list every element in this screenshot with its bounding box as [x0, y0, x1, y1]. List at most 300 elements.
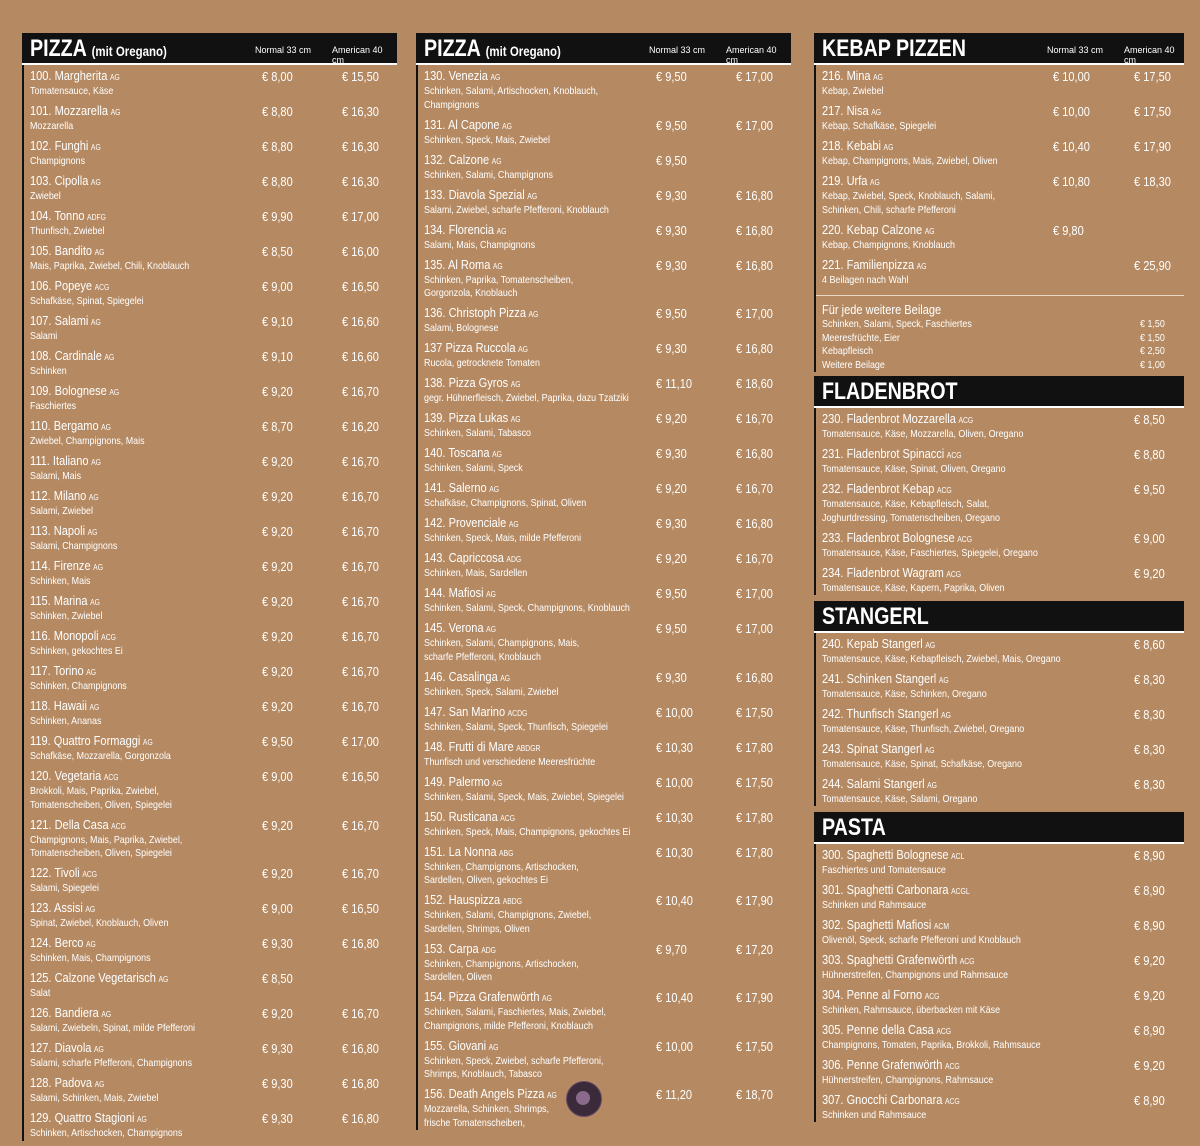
- price-american: € 8,90: [1134, 1092, 1165, 1108]
- price-american: € 16,70: [342, 699, 379, 714]
- item-description: Salami, Mais, Champignons: [424, 238, 536, 251]
- price-header-american: American 40 cm: [332, 45, 383, 65]
- price-normal: € 9,20: [656, 481, 687, 496]
- price-american: € 8,30: [1134, 706, 1165, 722]
- item-description: Tomatensauce, Käse, Kebapfleisch, Salat,: [822, 498, 990, 510]
- allergen-code: AG: [941, 710, 951, 720]
- price-header-american: American 40 cm: [1124, 45, 1175, 65]
- price-american: € 16,80: [342, 1111, 379, 1126]
- price-normal: € 9,30: [262, 1076, 293, 1091]
- item-name-text: 133. Diavola Spezial: [424, 186, 525, 202]
- section-title: STANGERL: [822, 602, 929, 630]
- menu-item: [24, 699, 397, 729]
- item-name: [30, 594, 342, 610]
- item-description: Kebap, Schafkäse, Spiegelei: [822, 120, 937, 132]
- price-normal: € 8,00: [262, 69, 293, 84]
- item-description: Hühnerstreifen, Champignons, Rahmsauce: [822, 1073, 994, 1086]
- menu-item: [24, 69, 397, 99]
- item-description: Kebap, Zwiebel, Speck, Knoblauch, Salami,: [822, 190, 996, 202]
- menu-item: [418, 670, 791, 700]
- price-normal: € 9,20: [262, 1006, 293, 1021]
- menu-item: [418, 188, 791, 218]
- item-description: Salami, Zwiebel: [30, 505, 94, 517]
- item-name-text: 116. Monopoli: [30, 628, 99, 643]
- price-american: € 17,00: [736, 117, 773, 133]
- allergen-code: AG: [492, 450, 502, 459]
- allergen-code: ACG: [82, 870, 98, 879]
- price-normal: € 9,20: [656, 551, 687, 566]
- item-name: [30, 314, 342, 330]
- item-name: [424, 551, 736, 567]
- item-name-text: 219. Urfa: [822, 173, 868, 188]
- price-american: € 16,70: [342, 524, 379, 539]
- menu-item: [418, 942, 791, 985]
- item-name-text: 301. Spaghetti Carbonara: [822, 881, 949, 897]
- item-name-text: 141. Salerno: [424, 480, 487, 495]
- item-name: [424, 481, 736, 497]
- price-normal: € 9,00: [262, 901, 293, 916]
- extra-topping-label: Weitere Beilage: [822, 358, 885, 371]
- item-name: [30, 734, 342, 750]
- item-description: Spinat, Zwiebel, Knoblauch, Oliven: [30, 917, 169, 929]
- item-name: [30, 1076, 342, 1092]
- item-name: [30, 818, 342, 834]
- item-description: Schinken, gekochtes Ei: [30, 645, 123, 657]
- item-description: Faschiertes und Tomatensauce: [822, 863, 946, 876]
- item-name-text: 104. Tonno: [30, 208, 85, 223]
- item-name-text: 306. Penne Grafenwörth: [822, 1056, 943, 1072]
- allergen-code: AG: [916, 261, 927, 271]
- item-name-text: 153. Carpa: [424, 940, 479, 956]
- price-normal: € 9,10: [262, 314, 293, 329]
- price-normal: € 9,20: [262, 384, 293, 399]
- menu-item: [24, 594, 397, 624]
- item-description: Sardellen, Shrimps, Oliven: [424, 922, 530, 935]
- price-american: € 16,70: [342, 454, 379, 469]
- item-description: Champignons: [424, 98, 480, 111]
- menu-item: [24, 524, 397, 554]
- price-normal: € 9,00: [262, 279, 293, 294]
- item-name: [424, 670, 736, 686]
- item-description: Salami, Zwiebeln, Spinat, milde Pfefferoni: [30, 1022, 196, 1034]
- section-title: [30, 35, 167, 63]
- menu-column-1: [22, 33, 397, 1146]
- item-list: [814, 65, 1184, 372]
- price-normal: € 9,20: [262, 699, 293, 714]
- price-normal: € 11,10: [656, 376, 693, 391]
- item-name-text: 103. Cipolla: [30, 173, 89, 188]
- item-name-text: 302. Spaghetti Mafiosi: [822, 916, 932, 932]
- item-name: [424, 516, 736, 532]
- item-description: Schinken, Salami, Speck, Thunfisch, Spiegelei: [424, 720, 608, 733]
- price-american: € 17,00: [736, 586, 773, 601]
- price-normal: € 10,00: [656, 774, 693, 790]
- section-header: [814, 33, 1184, 65]
- item-description: Schinken, Salami, Speck: [424, 462, 523, 474]
- price-american: € 8,60: [1134, 636, 1165, 652]
- price-american: € 16,70: [342, 629, 379, 644]
- allergen-code: AG: [93, 1045, 104, 1054]
- menu-item: [24, 936, 397, 966]
- allergen-code: AG: [510, 415, 521, 424]
- menu-item: [418, 223, 791, 253]
- allergen-code: AG: [101, 423, 111, 432]
- allergen-code: AG: [486, 625, 496, 634]
- allergen-code: ACG: [946, 569, 962, 579]
- price-normal: € 11,20: [656, 1087, 693, 1102]
- price-normal: € 9,30: [656, 669, 687, 685]
- item-name: [424, 341, 736, 357]
- price-american: € 16,80: [736, 446, 773, 461]
- item-description: Schinken, Speck, Salami, Zwiebel: [424, 685, 559, 698]
- item-description: Salami, Bolognese: [424, 322, 499, 334]
- item-name: [30, 419, 342, 435]
- item-name: [822, 988, 1130, 1004]
- item-name-text: 148. Frutti di Mare: [424, 738, 514, 754]
- item-description: frische Tomatenscheiben,: [424, 1116, 526, 1129]
- item-name: [822, 953, 1130, 969]
- price-american: € 8,80: [1134, 447, 1165, 462]
- menu-column-3: [814, 33, 1184, 1128]
- price-american: € 16,60: [342, 349, 379, 364]
- price-normal: € 9,20: [262, 594, 293, 609]
- item-name: [30, 901, 342, 917]
- menu-item: [816, 223, 1184, 253]
- allergen-code: ACG: [946, 451, 962, 460]
- item-description: Hühnerstreifen, Champignons und Rahmsauce: [822, 968, 1009, 981]
- item-name: [424, 446, 736, 462]
- price-american: € 17,00: [736, 69, 773, 84]
- allergen-code: AG: [927, 780, 937, 790]
- menu-item: [418, 481, 791, 511]
- item-description: Schinken, Salami, Speck, Mais, Zwiebel, Spiegelei: [424, 790, 624, 803]
- item-description: Tomatensauce, Käse, Faschiertes, Spiegelei, Oregano: [822, 546, 1038, 559]
- item-description: Schafkäse, Mozzarella, Gorgonzola: [30, 750, 171, 762]
- item-name: [424, 621, 736, 637]
- item-name: [822, 1023, 1130, 1039]
- section-header: [814, 812, 1184, 844]
- item-description: Schinken, Mais, Champignons: [30, 952, 151, 964]
- menu-item: [816, 918, 1184, 948]
- price-header-american: American 40 cm: [726, 45, 777, 65]
- menu-item: [816, 777, 1184, 807]
- menu-item: [816, 69, 1184, 99]
- allergen-code: AG: [88, 493, 99, 502]
- allergen-code: AG: [486, 590, 496, 599]
- allergen-code: ACG: [103, 773, 119, 782]
- item-name: [822, 742, 1130, 758]
- item-description: Schinken und Rahmsauce: [822, 1108, 927, 1121]
- price-normal: € 9,20: [262, 664, 293, 679]
- menu-item: [418, 306, 791, 336]
- price-american: € 18,30: [1134, 174, 1171, 189]
- menu-item: [24, 1076, 397, 1106]
- price-normal: € 9,50: [656, 69, 687, 84]
- item-name-text: 230. Fladenbrot Mozzarella: [822, 411, 956, 426]
- item-description: Salami: [30, 330, 58, 342]
- item-description: Tomatensauce, Käse, Kebapfleisch, Zwiebel, Mais, Oregano: [822, 652, 1061, 665]
- price-american: € 17,50: [736, 1038, 773, 1054]
- menu-item: [418, 990, 791, 1033]
- price-american: € 16,30: [342, 174, 379, 189]
- price-american: € 17,50: [1134, 104, 1171, 119]
- item-description: Kebap, Champignons, Mais, Zwiebel, Oliven: [822, 155, 998, 167]
- menu-item: [24, 559, 397, 589]
- item-description: Schinken, Zwiebel: [30, 610, 103, 622]
- price-normal: € 10,30: [656, 739, 693, 755]
- allergen-code: AG: [87, 528, 98, 537]
- item-name-text: 146. Casalinga: [424, 668, 498, 684]
- item-description: Mais, Paprika, Zwiebel, Chili, Knoblauch: [30, 260, 190, 272]
- price-american: € 17,80: [736, 844, 773, 860]
- allergen-code: AG: [90, 318, 101, 327]
- item-description: Shrimps, Knoblauch, Tabasco: [424, 1068, 542, 1080]
- menu-item: [816, 848, 1184, 878]
- extra-topping-row: [822, 318, 1184, 332]
- item-description: Gorgonzola, Knoblauch: [424, 287, 518, 299]
- price-american: € 18,60: [736, 376, 773, 391]
- price-american: € 15,50: [342, 69, 379, 84]
- price-american: € 16,70: [342, 866, 379, 881]
- price-normal: € 8,80: [262, 174, 293, 189]
- price-american: € 16,80: [736, 222, 773, 238]
- allergen-code: ABDG: [502, 897, 523, 906]
- item-description: Salami, scharfe Pfefferoni, Champignons: [30, 1057, 193, 1069]
- price-american: € 16,80: [342, 1076, 379, 1091]
- menu-item: [418, 69, 791, 112]
- item-name: [30, 699, 342, 715]
- item-name-text: 145. Verona: [424, 620, 484, 635]
- price-normal: € 10,30: [656, 809, 693, 825]
- item-name-text: 150. Rusticana: [424, 808, 498, 824]
- allergen-code: AG: [136, 1115, 147, 1124]
- item-name: [424, 411, 736, 427]
- item-name-text: 107. Salami: [30, 313, 89, 328]
- menu-item: [816, 1023, 1184, 1053]
- price-normal: € 8,50: [262, 971, 293, 986]
- price-normal: € 9,10: [262, 349, 293, 364]
- item-name-text: 125. Calzone Vegetarisch: [30, 970, 156, 985]
- item-name: [30, 174, 342, 190]
- item-name-text: 303. Spaghetti Grafenwörth: [822, 951, 958, 967]
- allergen-code: AG: [85, 905, 96, 914]
- item-name-text: 129. Quattro Stagioni: [30, 1110, 135, 1125]
- item-name: [30, 866, 342, 882]
- item-description: Schafkäse, Champignons, Spinat, Oliven: [424, 497, 587, 509]
- allergen-code: ABDGR: [516, 743, 541, 753]
- price-normal: € 9,50: [656, 306, 687, 321]
- section-title-text: KEBAP PIZZEN: [822, 35, 966, 62]
- price-normal: € 9,20: [262, 629, 293, 644]
- section-title: FLADENBROT: [822, 378, 958, 405]
- menu-item: [24, 818, 397, 861]
- item-description: Schafkäse, Spinat, Spiegelei: [30, 295, 144, 307]
- item-name-text: 241. Schinken Stangerl: [822, 670, 937, 686]
- price-american: € 17,20: [736, 941, 773, 957]
- item-description: Schinken, Artischocken, Champignons: [30, 1127, 183, 1139]
- allergen-code: AG: [873, 73, 883, 82]
- item-name-text: 112. Milano: [30, 488, 87, 503]
- item-name: [822, 531, 1130, 547]
- menu-item: [418, 446, 791, 476]
- item-name-text: 100. Margherita: [30, 68, 108, 83]
- item-name-text: 142. Provenciale: [424, 515, 507, 530]
- price-header-normal: Normal 33 cm: [1047, 45, 1104, 55]
- item-name-text: 139. Pizza Lukas: [424, 410, 509, 425]
- allergen-code: AG: [93, 563, 103, 572]
- item-description: Schinken: [30, 365, 67, 377]
- price-normal: € 9,30: [656, 222, 687, 238]
- item-description: Faschiertes: [30, 400, 77, 412]
- menu-item: [418, 411, 791, 441]
- item-description: Sardellen, Oliven, gekochtes Ei: [424, 874, 549, 886]
- item-name-text: 151. La Nonna: [424, 843, 497, 859]
- price-american: € 16,50: [342, 901, 379, 916]
- price-american: € 16,70: [342, 1006, 379, 1021]
- price-normal: € 9,20: [262, 489, 293, 504]
- item-description: Olivenöl, Speck, scharfe Pfefferoni und Knoblauch: [822, 933, 1021, 946]
- allergen-code: AG: [89, 703, 100, 712]
- item-name-text: 156. Death Angels Pizza: [424, 1086, 545, 1101]
- menu-item: [816, 742, 1184, 772]
- item-description: Rucola, getrocknete Tomaten: [424, 357, 540, 369]
- item-name: [30, 454, 342, 470]
- price-normal: € 10,40: [656, 893, 693, 908]
- price-american: € 9,00: [1134, 530, 1165, 546]
- price-normal: € 9,30: [262, 1041, 293, 1056]
- price-normal: € 10,00: [656, 704, 693, 720]
- allergen-code: AG: [518, 345, 528, 354]
- item-description: Schinken, Chili, scharfe Pfefferoni: [822, 203, 956, 216]
- price-normal: € 9,50: [656, 621, 687, 636]
- price-american: € 17,90: [1134, 139, 1171, 154]
- item-description: Schinken, Speck, Zwiebel, scharfe Pfefferoni,: [424, 1054, 604, 1067]
- price-normal: € 8,80: [262, 104, 293, 119]
- item-name: [822, 447, 1130, 463]
- item-description: Schinken, Salami, Champignons, Zwiebel,: [424, 909, 592, 921]
- menu-item: [24, 734, 397, 764]
- price-american: € 16,70: [342, 559, 379, 574]
- extra-toppings-title: Für jede weitere Beilage: [822, 302, 942, 317]
- price-american: € 8,90: [1134, 1022, 1165, 1038]
- item-name-text: 115. Marina: [30, 593, 88, 608]
- allergen-code: ADG: [481, 945, 496, 955]
- item-name-text: 132. Calzone: [424, 151, 490, 167]
- allergen-code: AG: [109, 388, 120, 397]
- item-name-text: 242. Thunfisch Stangerl: [822, 705, 939, 721]
- item-list: [416, 65, 791, 1130]
- price-american: € 8,30: [1134, 741, 1165, 757]
- price-normal: € 9,20: [262, 817, 293, 833]
- item-description: Zwiebel, Champignons, Mais: [30, 435, 145, 447]
- menu-item: [816, 174, 1184, 217]
- item-name-text: 307. Gnocchi Carbonara: [822, 1091, 943, 1107]
- menu-item: [418, 376, 791, 406]
- price-american: € 17,50: [1134, 69, 1171, 84]
- item-description: Tomatensauce, Käse, Thunfisch, Zwiebel, Oregano: [822, 722, 1025, 735]
- price-american: € 17,00: [736, 306, 773, 321]
- price-normal: € 9,90: [262, 209, 293, 224]
- menu-item: [418, 153, 791, 183]
- item-name-text: 109. Bolognese: [30, 383, 107, 398]
- menu-item: [816, 1058, 1184, 1088]
- item-name-text: 155. Giovani: [424, 1037, 487, 1053]
- allergen-code: AG: [91, 458, 101, 467]
- menu-item: [816, 953, 1184, 983]
- item-description: Mozzarella: [30, 120, 74, 132]
- price-normal: € 10,00: [1053, 69, 1090, 84]
- item-name-text: 121. Della Casa: [30, 816, 109, 832]
- allergen-code: AG: [86, 668, 97, 677]
- extra-topping-price: € 1,50: [1140, 331, 1165, 344]
- price-normal: € 9,30: [262, 936, 293, 951]
- price-normal: € 9,20: [656, 411, 687, 426]
- item-description: Schinken, Salami, Champignons: [424, 168, 553, 181]
- allergen-code: AG: [109, 73, 120, 82]
- item-description: Schinken, Paprika, Tomatenscheiben,: [424, 273, 574, 286]
- item-name: [822, 566, 1130, 582]
- price-normal: € 9,50: [656, 152, 687, 168]
- item-list: [22, 65, 397, 1141]
- price-american: € 16,70: [342, 384, 379, 399]
- allergen-code: ACG: [944, 1096, 960, 1106]
- section-title: [424, 35, 561, 63]
- menu-item: [816, 258, 1184, 288]
- menu-column-2: [416, 33, 791, 1136]
- item-name: [424, 306, 736, 322]
- item-name: [30, 349, 342, 365]
- item-name-text: 304. Penne al Forno: [822, 986, 923, 1002]
- menu-item: [418, 845, 791, 888]
- extra-topping-row: [822, 332, 1184, 346]
- item-name: [30, 279, 342, 295]
- item-name-text: 130. Venezia: [424, 68, 488, 83]
- price-american: € 8,90: [1134, 847, 1165, 863]
- price-american: € 16,20: [342, 419, 379, 434]
- item-description: Schinken, Champignons, Artischocken,: [424, 860, 579, 873]
- item-name-text: 108. Cardinale: [30, 348, 102, 363]
- item-name-text: 300. Spaghetti Bolognese: [822, 846, 949, 862]
- item-name-text: 147. San Marino: [424, 703, 506, 719]
- allergen-code: ACG: [101, 633, 116, 642]
- price-normal: € 10,30: [656, 844, 693, 860]
- menu-item: [418, 775, 791, 805]
- allergen-code: AG: [158, 975, 169, 984]
- section-header: [814, 601, 1184, 633]
- allergen-code: AG: [490, 73, 501, 82]
- item-name: [424, 258, 736, 274]
- section-title-text: PIZZA: [424, 35, 481, 62]
- price-normal: € 9,30: [656, 257, 687, 273]
- price-american: € 9,20: [1134, 565, 1165, 581]
- item-name: [822, 883, 1130, 899]
- item-name: [424, 118, 736, 134]
- menu-item: [24, 901, 397, 931]
- item-description: 4 Beilagen nach Wahl: [822, 273, 909, 286]
- price-normal: € 9,30: [656, 341, 687, 356]
- allergen-code: AG: [90, 143, 101, 152]
- menu-item: [418, 551, 791, 581]
- item-name: [822, 482, 1130, 498]
- item-name: [30, 384, 342, 400]
- item-description: Joghurtdressing, Tomatenscheiben, Oregano: [822, 511, 1000, 524]
- item-description: Salami, Mais: [30, 470, 82, 482]
- price-normal: € 9,50: [656, 117, 687, 133]
- item-description: Tomatenscheiben, Oliven, Spiegelei: [30, 847, 172, 859]
- item-name-text: 244. Salami Stangerl: [822, 775, 925, 791]
- price-american: € 8,30: [1134, 671, 1165, 687]
- item-name-text: 134. Florencia: [424, 221, 495, 237]
